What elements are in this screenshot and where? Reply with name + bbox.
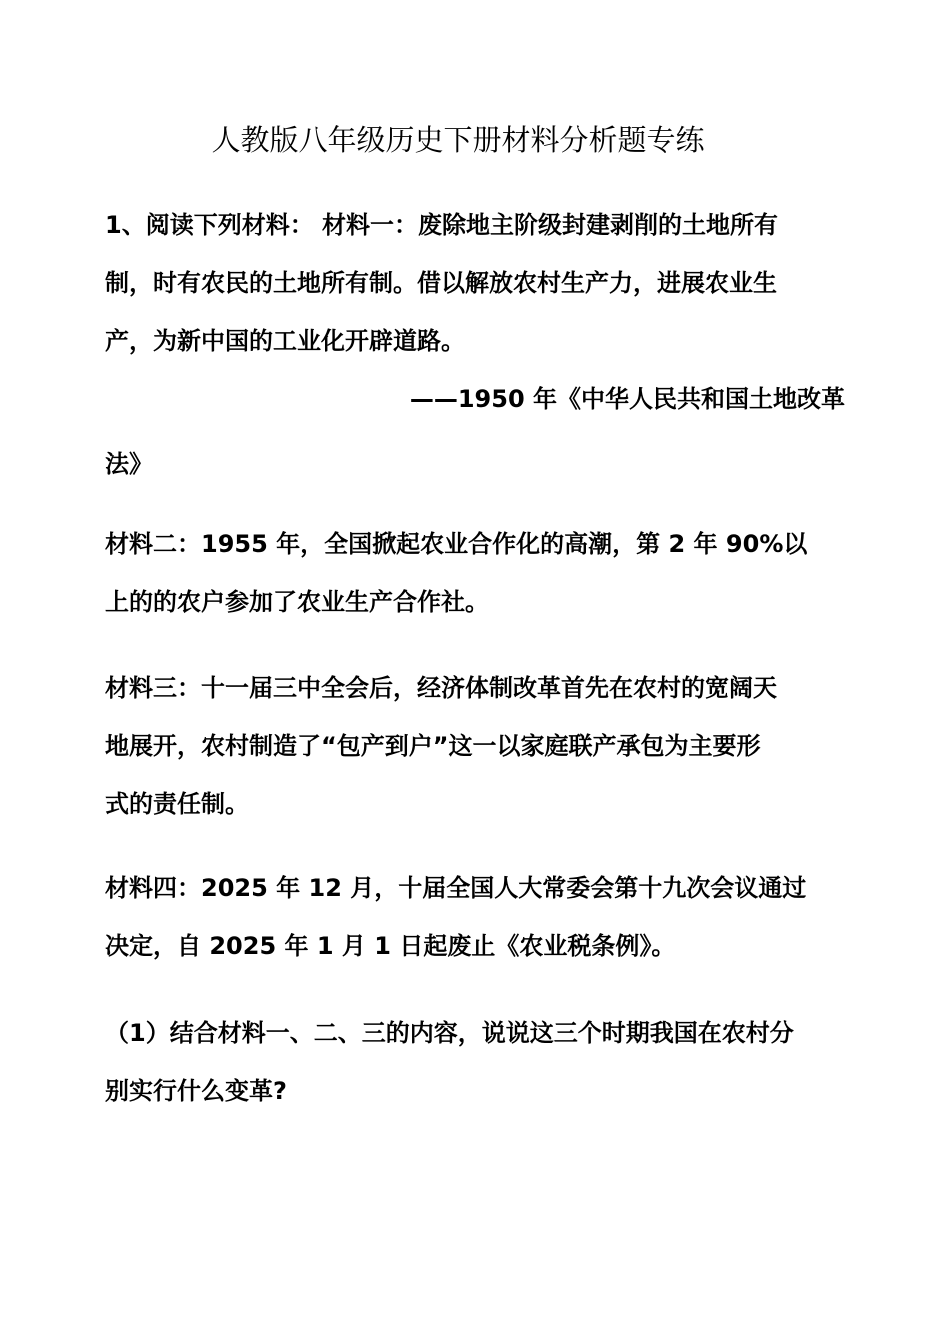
question-1-paragraph xyxy=(105,1004,865,1120)
material-4-line: 材料四：2025 年 12 月，十届全国人大常委会第十九次会议通过 xyxy=(105,874,807,902)
material-3-paragraph xyxy=(105,659,845,833)
material-4-paragraph xyxy=(105,859,865,975)
material-2-paragraph xyxy=(105,515,845,631)
material-1-source xyxy=(105,370,845,493)
question-1-line: 别实行什么变革? xyxy=(105,1077,287,1105)
material-1-line: 1、阅读下列材料： 材料一：废除地主阶级封建剥削的土地所有 xyxy=(105,211,779,239)
material-3-line: 地展开，农村制造了“包产到户”这一以家庭联产承包为主要形 xyxy=(105,732,761,760)
material-3-line: 式的责任制。 xyxy=(105,790,249,818)
material-4-line: 决定，自 2025 年 1 月 1 日起废止《农业税条例》。 xyxy=(105,932,676,960)
material-1-line: 制，时有农民的土地所有制。借以解放农村生产力，进展农业生 xyxy=(105,269,777,297)
question-1-line: （1）结合材料一、二、三的内容，说说这三个时期我国在农村分 xyxy=(105,1019,794,1047)
source-line: 法》 xyxy=(105,450,153,478)
source-line: ——1950 年《中华人民共和国土地改革 xyxy=(409,385,845,413)
material-3-line: 材料三：十一届三中全会后，经济体制改革首先在农村的宽阔天 xyxy=(105,674,777,702)
material-1-paragraph xyxy=(105,196,845,370)
document-title: 人教版八年级历史下册材料分析题专练 xyxy=(211,123,705,157)
material-1-line: 产，为新中国的工业化开辟道路。 xyxy=(105,327,465,355)
material-2-line: 材料二：1955 年，全国掀起农业合作化的高潮，第 2 年 90%以 xyxy=(105,530,808,558)
material-2-line: 上的的农户参加了农业生产合作社。 xyxy=(105,588,489,616)
